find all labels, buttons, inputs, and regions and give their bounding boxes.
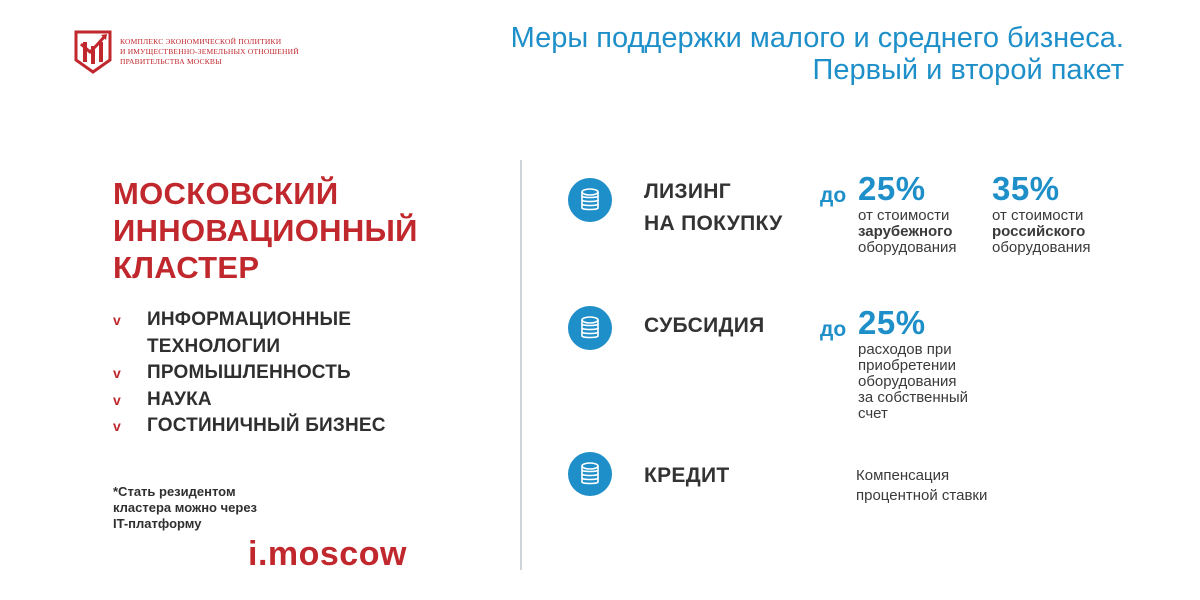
moscow-government-emblem-icon [74, 30, 112, 74]
leasing-russian-percent: 35% [992, 170, 1060, 207]
page-title [511, 22, 1124, 86]
site-link[interactable]: i.moscow [248, 535, 407, 573]
subsidy-percent: 25% [858, 304, 926, 341]
org-logo [74, 30, 330, 74]
leasing-foreign-desc: от стоимости зарубежного оборудования [858, 207, 957, 256]
subsidy-upto: до [820, 318, 847, 341]
title-line-2: Первый и второй пакет [812, 54, 1124, 86]
column-divider [520, 160, 522, 570]
check-icon: v [113, 418, 121, 434]
leasing-foreign-percent: 25% [858, 170, 926, 207]
coins-icon [568, 306, 612, 350]
check-icon: v [113, 391, 121, 408]
check-icon: v [113, 312, 121, 328]
leasing-upto: до [820, 184, 847, 207]
list-item: v НАУКА [113, 387, 386, 414]
coins-icon [568, 452, 612, 496]
title-line-1: Меры поддержки малого и среднего бизнеса. [510, 22, 1124, 54]
cluster-areas-list [113, 307, 386, 440]
credit-label: КРЕДИТ [644, 464, 730, 487]
list-item: v ИНФОРМАЦИОННЫЕ ТЕХНОЛОГИИ [113, 307, 386, 360]
check-icon: v [113, 365, 121, 381]
subsidy-label: СУБСИДИЯ [644, 314, 765, 337]
credit-desc: Компенсация процентной ставки [856, 467, 988, 504]
footnote: *Стать резидентом кластера можно через IT-платформу [113, 484, 258, 531]
list-item: v ГОСТИНИЧНЫЙ БИЗНЕС [113, 413, 386, 440]
coins-icon [568, 178, 612, 222]
cluster-title: МОСКОВСКИЙ ИННОВАЦИОННЫЙ КЛАСТЕР [113, 176, 418, 285]
leasing-label: ЛИЗИНГ НА ПОКУПКУ [644, 180, 783, 235]
subsidy-desc: расходов при приобретении оборудования за собственный счет [858, 341, 969, 422]
list-item: v ПРОМЫШЛЕННОСТЬ [113, 360, 386, 387]
org-name: КОМПЛЕКС ЭКОНОМИЧЕСКОЙ ПОЛИТИКИ И ИМУЩЕСТВЕННО-ЗЕМЕЛЬНЫХ ОТНОШЕНИЙ ПРАВИТЕЛЬСТВА МОСКВЫ [120, 37, 299, 66]
leasing-russian-desc: от стоимости российского оборудования [992, 207, 1091, 256]
